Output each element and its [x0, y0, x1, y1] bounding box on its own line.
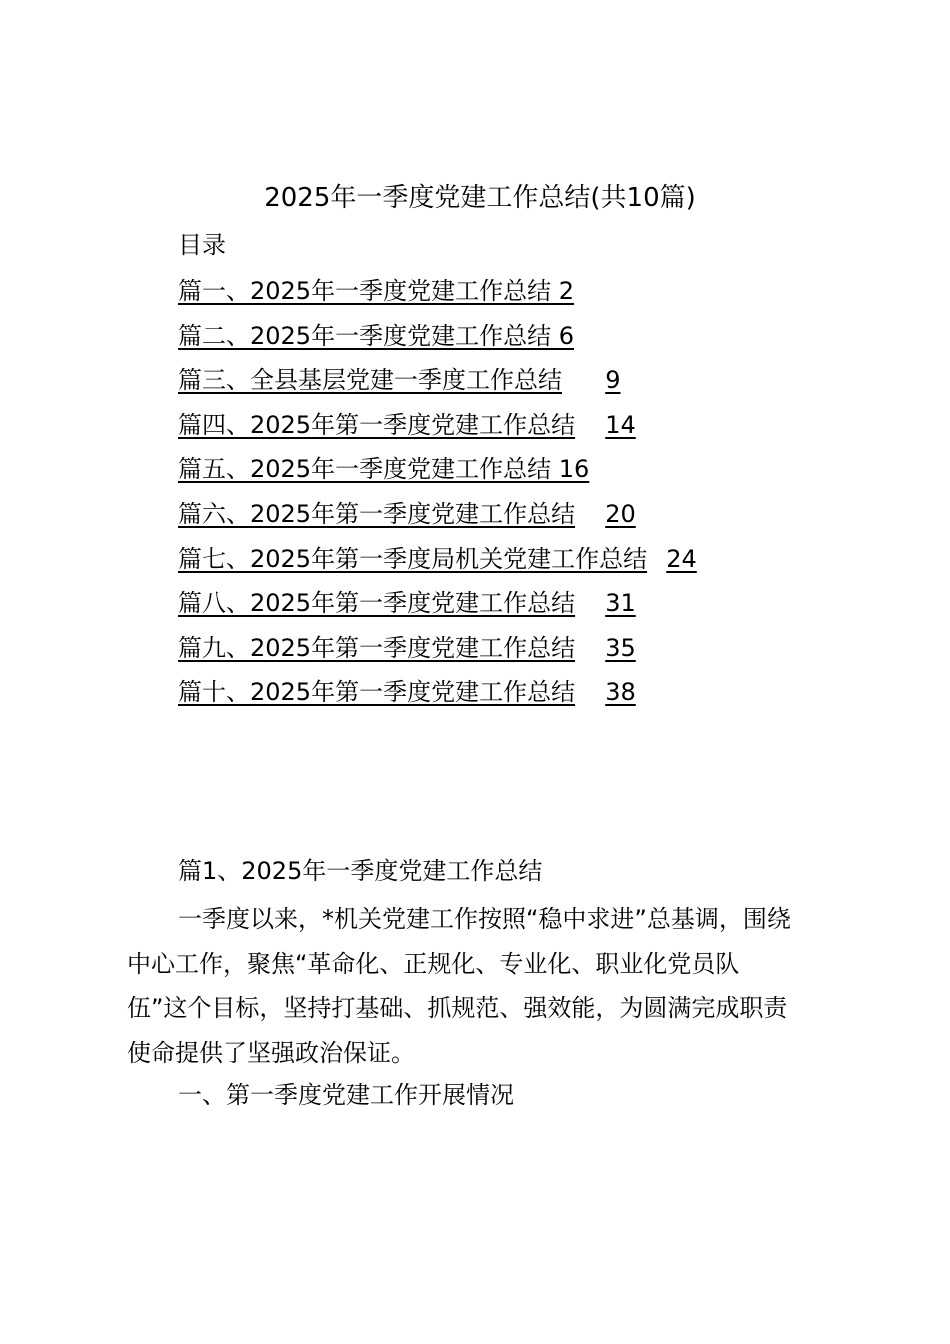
toc-entry-4	[178, 406, 697, 451]
toc-link-1[interactable]: 篇一、2025年一季度党建工作总结 2	[178, 277, 574, 305]
toc-link-4[interactable]: 篇四、2025年第一季度党建工作总结 14	[178, 410, 636, 439]
paragraph-line: 中心工作，聚焦“革命化、正规化、专业化、职业化党员队	[127, 949, 740, 978]
toc-entry-8	[178, 584, 697, 629]
table-of-contents	[178, 272, 697, 718]
sub-heading: 一、第一季度党建工作开展情况	[178, 1081, 514, 1109]
document-title: 2025年一季度党建工作总结(共10篇)	[264, 183, 696, 213]
paragraph-line: 使命提供了坚强政治保证。	[127, 1038, 415, 1067]
toc-entry-6	[178, 495, 697, 540]
toc-link-7[interactable]: 篇七、2025年第一季度局机关党建工作总结 24	[178, 544, 697, 573]
toc-link-9[interactable]: 篇九、2025年第一季度党建工作总结 35	[178, 633, 636, 662]
toc-link-5[interactable]: 篇五、2025年一季度党建工作总结 16	[178, 455, 590, 484]
toc-entry-5	[178, 450, 697, 495]
toc-link-2[interactable]: 篇二、2025年一季度党建工作总结 6	[178, 321, 574, 350]
toc-link-3[interactable]: 篇三、全县基层党建一季度工作总结 9	[178, 366, 621, 395]
toc-entry-10	[178, 673, 697, 718]
body-paragraph	[127, 897, 832, 1075]
paragraph-line: 伍”这个目标，坚持打基础、抓规范、强效能，为圆满完成职责	[127, 994, 788, 1023]
toc-entry-9	[178, 629, 697, 674]
toc-heading: 目录	[178, 231, 226, 259]
toc-entry-1	[178, 272, 697, 317]
toc-entry-7	[178, 540, 697, 585]
toc-link-6[interactable]: 篇六、2025年第一季度党建工作总结 20	[178, 499, 636, 528]
section-heading: 篇1、2025年一季度党建工作总结	[178, 857, 543, 885]
toc-link-8[interactable]: 篇八、2025年第一季度党建工作总结 31	[178, 589, 636, 618]
toc-link-10[interactable]: 篇十、2025年第一季度党建工作总结 38	[178, 678, 636, 707]
toc-entry-2	[178, 317, 697, 362]
paragraph-line: 一季度以来，*机关党建工作按照“稳中求进”总基调，围绕	[178, 905, 791, 933]
toc-entry-3	[178, 361, 697, 406]
